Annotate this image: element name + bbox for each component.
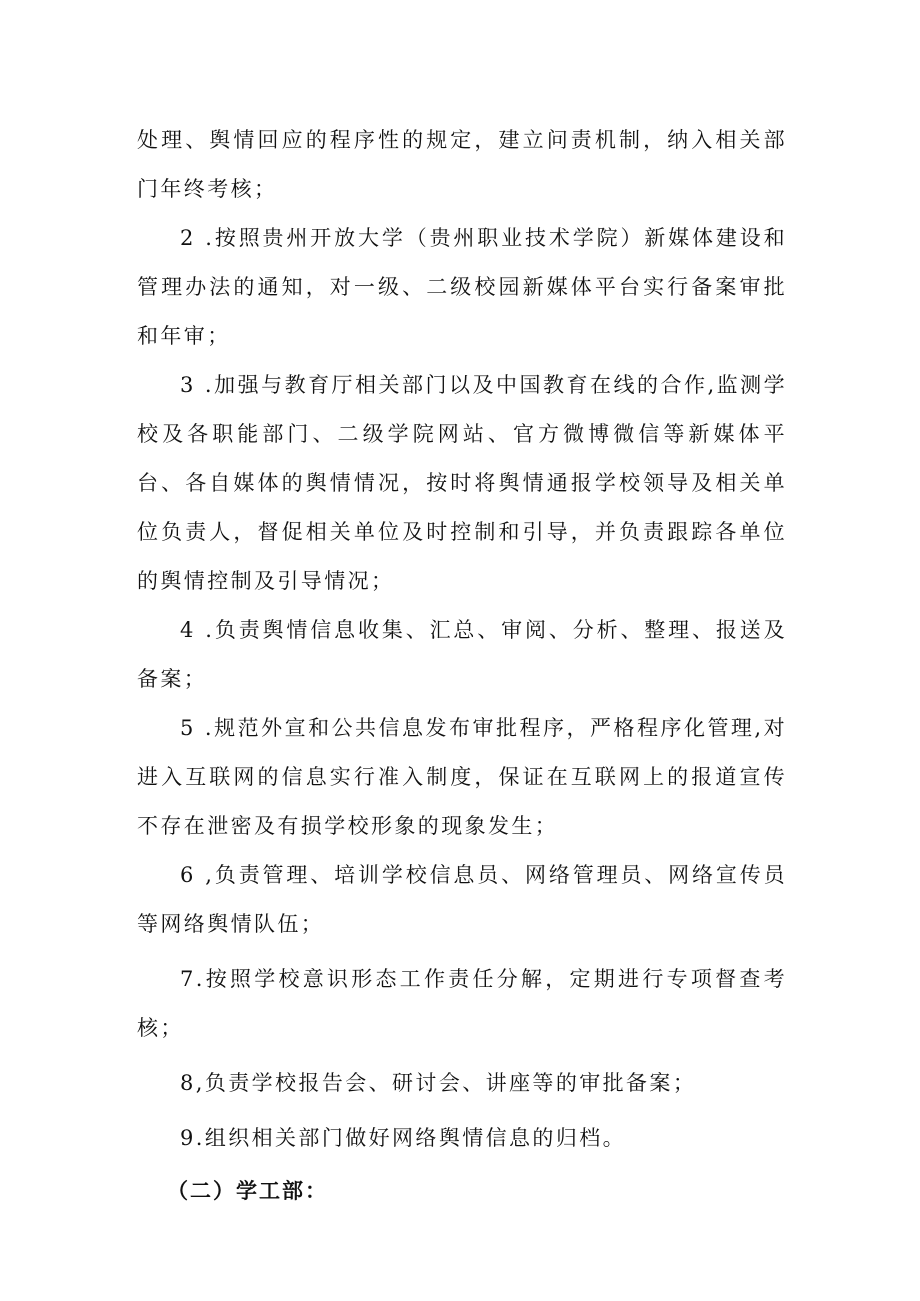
paragraph-item-7: 7.按照学校意识形态工作责任分解，定期进行专项督查考核； (137, 967, 787, 1040)
paragraph-item-3: 3 .加强与教育厅相关部门以及中国教育在线的合作,监测学校及各职能部门、二级学院网站、官方微博微信等新媒体平台、各自媒体的舆情情况，按时将舆情通报学校领导及相关单位负责人，督促相关单位及时控制和引导，并负责跟踪各单位的舆情控制及引导情况； (137, 373, 787, 593)
paragraph-continued: 处理、舆情回应的程序性的规定，建立问责机制，纳入相关部门年终考核； (137, 128, 787, 201)
section-heading: （二）学工部： (167, 1179, 328, 1203)
paragraph-item-4: 4 .负责舆情信息收集、汇总、审阅、分析、整理、报送及备案； (137, 618, 787, 691)
document-body (137, 116, 787, 1216)
paragraph-item-6: 6 ,负责管理、培训学校信息员、网络管理员、网络宣传员等网络舆情队伍； (137, 863, 787, 936)
paragraph-item-5: 5 .规范外宣和公共信息发布审批程序，严格程序化管理,对进入互联网的信息实行准入制度，保证在互联网上的报道宣传不存在泄密及有损学校形象的现象发生； (137, 716, 787, 838)
paragraph-item-9: 9.组织相关部门做好网络舆情信息的归档。 (180, 1126, 627, 1150)
paragraph-item-2: 2 .按照贵州开放大学（贵州职业技术学院）新媒体建设和管理办法的通知，对一级、二级校园新媒体平台实行备案审批和年审； (137, 226, 787, 348)
paragraph-item-8: 8,负责学校报告会、研讨会、讲座等的审批备案； (180, 1071, 697, 1095)
